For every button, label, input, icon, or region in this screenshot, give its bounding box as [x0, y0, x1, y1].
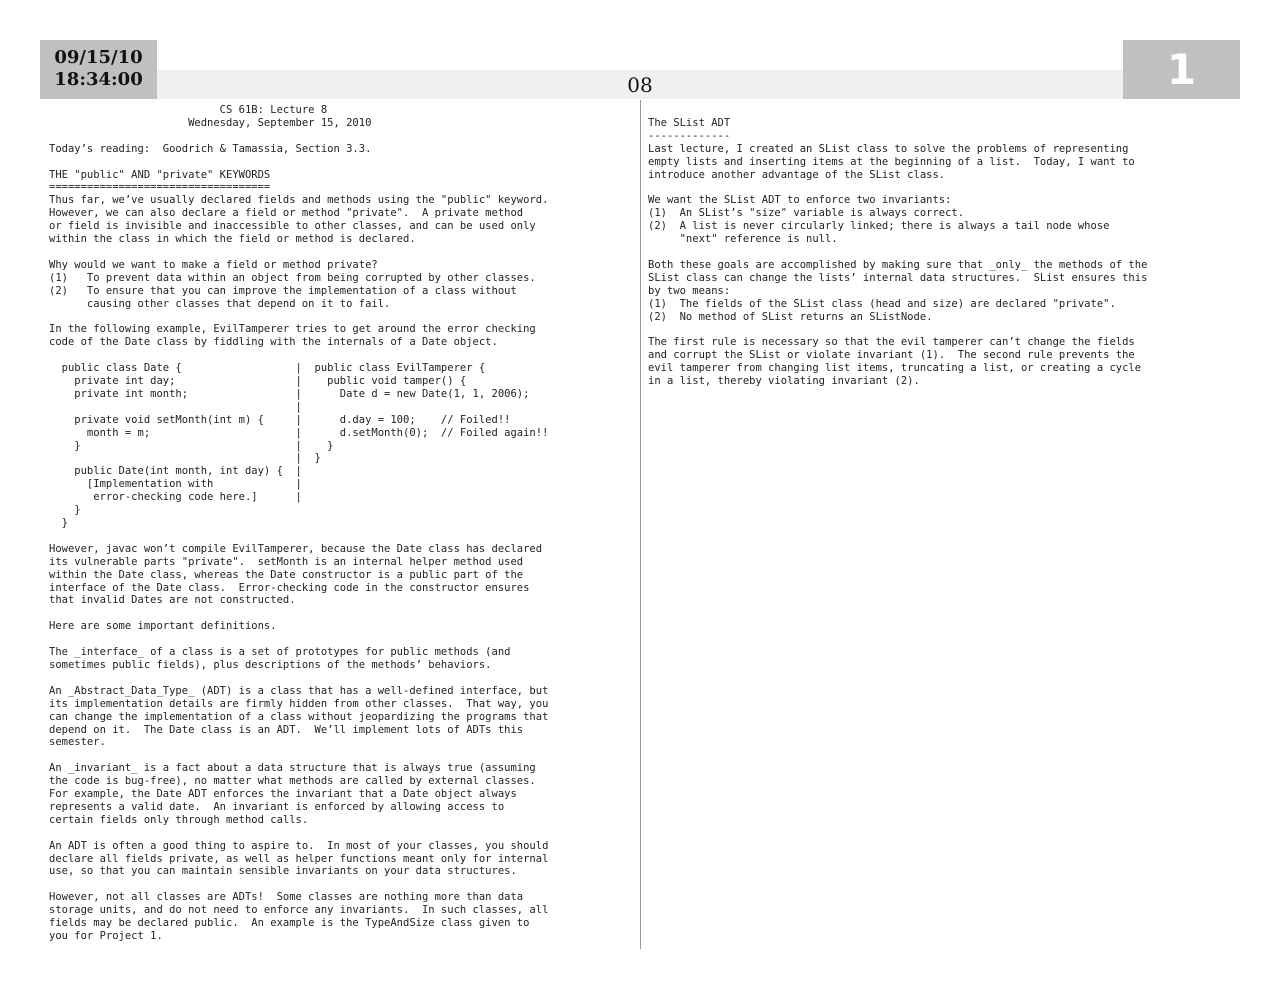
column-divider	[640, 100, 641, 949]
page-number: 1	[1123, 40, 1240, 99]
file-name: 08	[627, 73, 653, 97]
left-column-text: CS 61B: Lecture 8 Wednesday, September 15, 2010 Today’s reading: Goodrich & Tamassia, Section 3.3. THE "public" AND "private" KEYWORDS =================================== Thus far, we’ve usually declared fields and methods using the "public" keyword. However, we can also declare a field or method "private". A private method or field is invisible and inaccessible to other classes, and can be used only within the class in which the field or method is declared. Why would we want to make a field or method private? (1) To prevent data within an object from being corrupted by other classes. (2) To ensure that you can improve the implementation of a class without causing other classes that depend on it to fail. In the following example, EvilTamperer tries to get around the error checking code of the Date class by fiddling with the internals of a Date object. public class Date { | public class EvilTamperer { private int day; | public void tamper() { private int month; | Date d = new Date(1, 1, 2006); | private void setMonth(int m) { | d.day = 100; // Foiled!! month = m; | d.setMonth(0); // Foiled again!! } | } | } public Date(int month, int day) { | [Implementation with | error-checking code here.] | } } However, javac won’t compile EvilTamperer, because the Date class has declared its vulnerable parts "private". setMonth is an internal helper method used within the Date class, whereas the Date constructor is a public part of the interface of the Date class. Error-checking code in the constructor ensures that invalid Dates are not constructed. Here are some important definitions. The _interface_ of a class is a set of prototypes for public methods (and sometimes public fields), plus descriptions of the methods’ behaviors. An _Abstract_Data_Type_ (ADT) is a class that has a well-defined interface, but its implementation details are firmly hidden from other classes. That way, you can change the implementation of a class without jeopardizing the programs that depend on it. The Date class is an ADT. We’ll implement lots of ADTs this semester. An _invariant_ is a fact about a data structure that is always true (assuming the code is bug-free), no matter what methods are called by external classes. For example, the Date ADT enforces the invariant that a Date object always represents a valid date. An invariant is enforced by allowing access to certain fields only through method calls. An ADT is often a good thing to aspire to. In most of your classes, you should declare all fields private, as well as helper functions meant only for internal use, so that you can maintain sensible invariants on your data structures. However, not all classes are ADTs! Some classes are nothing more than data storage units, and do not need to enforce any invariants. In such classes, all fields may be declared public. An example is the TypeAndSize class given to you for Project 1.	[49, 104, 549, 942]
print-date: 09/15/10	[54, 47, 143, 68]
right-column-text: The SList ADT ------------- Last lecture, I created an SList class to solve the problems of representing empty lists and inserting items at the beginning of a list. Today, I want to introduce another advantage of the SList class. We want the SList ADT to enforce two invariants: (1) An SList’s "size" variable is always correct. (2) A list is never circularly linked; there is always a tail node whose "next" reference is null. Both these goals are accomplished by making sure that _only_ the methods of the SList class can change the lists’ internal data structures. SList ensures this by two means: (1) The fields of the SList class (head and size) are declared "private". (2) No method of SList returns an SListNode. The first rule is necessary so that the evil tamperer can’t change the fields and corrupt the SList or violate invariant (1). The second rule prevents the evil tamperer from changing list items, truncating a list, or creating a cycle in a list, thereby violating invariant (2).	[648, 116, 1148, 388]
print-timestamp	[40, 40, 157, 99]
print-time: 18:34:00	[54, 69, 143, 90]
